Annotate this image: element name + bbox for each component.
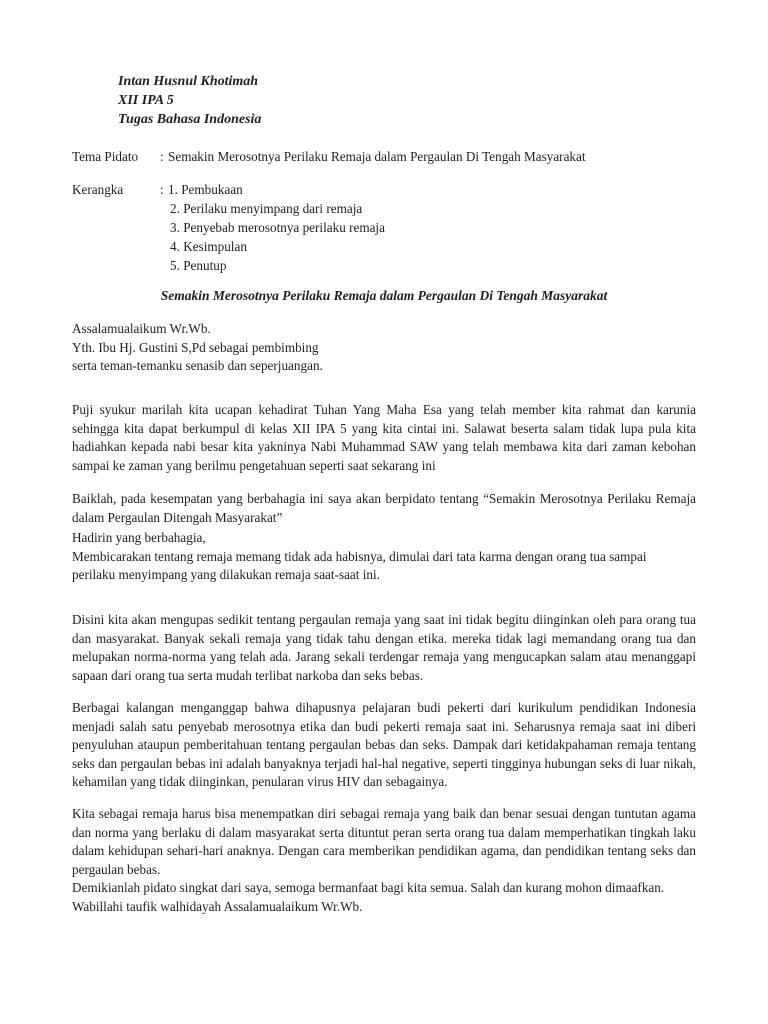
paragraph-opening: Puji syukur marilah kita ucapan kehadirat Tuhan Yang Maha Esa yang telah member kita rahmat dan karunia sehingga kita dapat berkumpul di kelas XII IPA 5 yang kita cintai ini. Salawat beserta salam tidak lupa pula kita hadiahkan kepada nabi besar kita yakninya Nabi Muhammad SAW yang telah membawa kita dari zaman kebohan sampai ke zaman yang berilmu pengetahuan seperti saat sekarang ini <box>72 402 696 473</box>
kerangka-label: Kerangka <box>72 182 124 197</box>
closing-block <box>72 879 696 916</box>
closing-line: Wabillahi taufik walhidayah Assalamualaikum Wr.Wb. <box>72 898 363 914</box>
paragraph-behavior: Disini kita akan mengupas sedikit tentang pergaulan remaja yang saat ini tidak begitu diinginkan oleh para orang tua dan masyarakat. Banyak sekali remaja yang tidak tahu dengan etika. mereka tidak lagi memandang orang tua dan melupakan norma-norma yang telah ada. Jarang sekali terdengar remaja yang mengucapkan salam atau menanggapi sapaan dari orang tua serta mudah terlibat narkoba dan seks bebas. <box>72 612 696 683</box>
paragraph-audience <box>72 529 696 585</box>
kerangka-row <box>72 180 692 276</box>
tema-value: Semakin Merosotnya Perilaku Remaja dalam Pergaulan Di Tengah Masyarakat <box>168 149 586 164</box>
tema-label: Tema Pidato <box>72 149 139 164</box>
greeting-line: serta teman-temanku senasib dan seperjuangan. <box>72 358 323 373</box>
kerangka-colon: : <box>160 182 164 197</box>
kerangka-item: 5. Penutup <box>170 258 227 273</box>
kerangka-item: 3. Penyebab merosotnya perilaku remaja <box>170 220 385 235</box>
kerangka-list <box>168 180 385 275</box>
greeting-block <box>72 320 696 376</box>
tema-colon: : <box>160 149 164 164</box>
author-class: XII IPA 5 <box>118 93 174 108</box>
author-header <box>118 72 261 129</box>
speech-title: Semakin Merosotnya Perilaku Remaja dalam Pergaulan Di Tengah Masyarakat <box>160 288 608 303</box>
assignment-subject: Tugas Bahasa Indonesia <box>118 112 262 127</box>
closing-line: Demikianlah pidato singkat dari saya, semoga bermanfaat bagi kita semua. Salah dan kurang mohon dimaafkan. <box>72 880 665 895</box>
paragraph-conclusion: Kita sebagai remaja harus bisa menempatkan diri sebagai remaja yang baik dan benar sesuai dengan tuntutan agama dan norma yang berlaku di dalam masyarakat serta dituntut peran serta orang tua dalam memperhatikan tingkah laku dalam kehidupan sehari-hari anaknya. Dengan cara memberikan pendidikan agama, dan pendidikan tentang seks dan pergaulan bebas. <box>72 806 696 877</box>
paragraph-line: Membicarakan tentang remaja memang tidak ada habisnya, dimulai dari tata karma dengan orang tua sampai <box>72 548 647 564</box>
greeting-line: Yth. Ibu Hj. Gustini S,Pd sebagai pembimbing <box>72 339 319 355</box>
paragraph-line: Hadirin yang berbahagia, <box>72 530 206 545</box>
paragraph-line: perilaku menyimpang yang dilakukan remaja saat-saat ini. <box>72 567 380 582</box>
kerangka-item: 1. Pembukaan <box>168 182 243 197</box>
kerangka-item: 4. Kesimpulan <box>170 239 247 254</box>
paragraph-causes: Berbagai kalangan menganggap bahwa dihapusnya pelajaran budi pekerti dari kurikulum pendidikan Indonesia menjadi salah satu penyebab merosotnya etika dan budi pekerti remaja saat ini. Seharusnya remaja saat ini diberi penyuluhan ataupun pemberitahuan tentang pergaulan bebas dan seks. Dampak dari ketidakpahaman remaja tentang seks dan pergaulan bebas ini adalah banyaknya terjadi hal-hal negative, seperti tingginya hubungan seks di luar nikah, kehamilan yang tidak diinginkan, penularan virus HIV dan sebagainya. <box>72 700 696 790</box>
greeting-line: Assalamualaikum Wr.Wb. <box>72 321 211 336</box>
author-name: Intan Husnul Khotimah <box>118 74 259 89</box>
paragraph-topic: Baiklah, pada kesempatan yang berbahagia ini saya akan berpidato tentang “Semakin Merosotnya Perilaku Remaja dalam Pergaulan Ditengah Masyarakat” <box>72 491 696 525</box>
kerangka-item: 2. Perilaku menyimpang dari remaja <box>170 201 363 216</box>
tema-row <box>72 147 692 166</box>
